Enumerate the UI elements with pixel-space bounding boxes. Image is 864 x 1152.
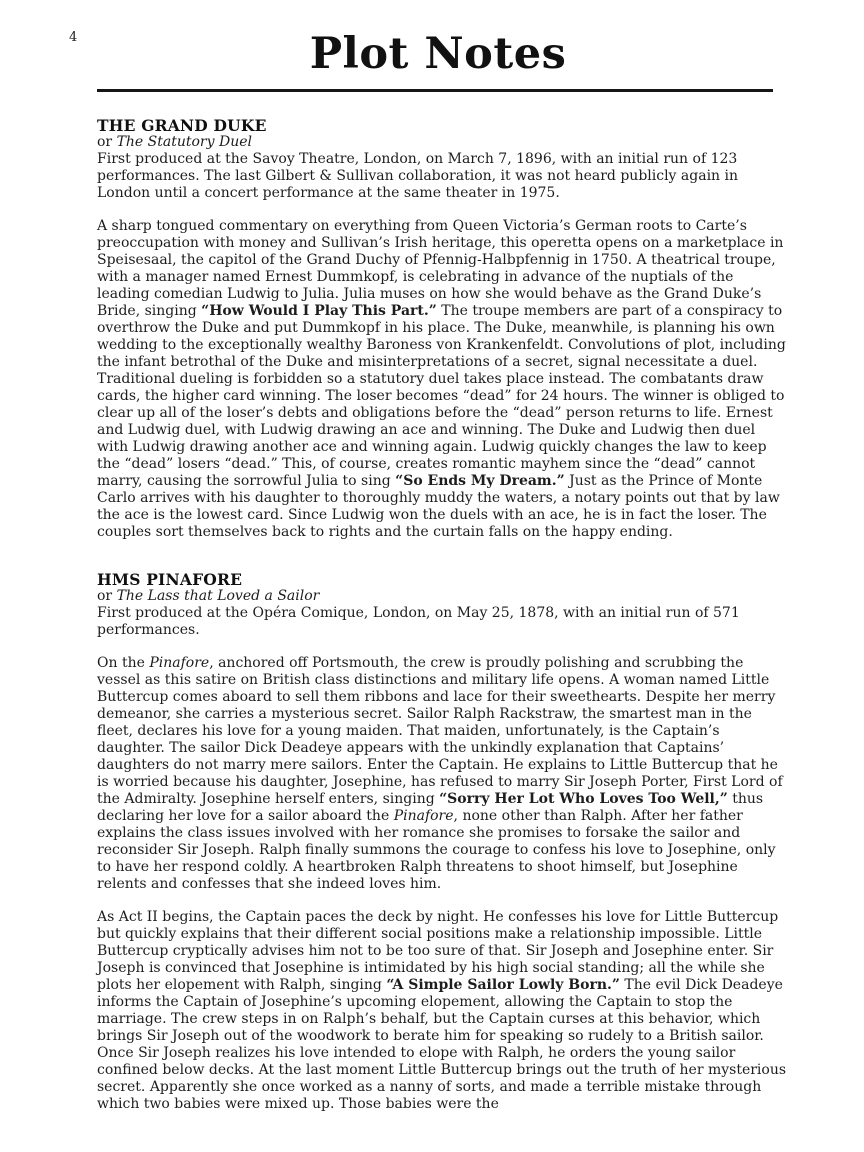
text-run: , none other than Ralph. After her father explains the class issues involved with her romance she promises to forsake the sailor and reconsider Sir Joseph. Ralph finally summons the courage to confess his love to Josephine, only to have her respond coldly. A heartbroken Ralph threatens to shoot himself, but Josephine relents and confesses that she indeed loves him. — [97, 807, 776, 892]
text-run: , anchored off Portsmouth, the crew is proudly polishing and scrubbing the vessel as this satire on British class distinctions and military life opens. A woman named Little Buttercup comes aboard to sell them ribbons and lace for their sweethearts. Despite her merry demeanor, she carries a mysterious secret. Sailor Ralph Rackstraw, the smartest man in the fleet, declares his love for a young maiden. That maiden, unfortunately, is the Captain’s daughter. The sailor Dick Deadeye appears with the unkindly explanation that Captains’ daughters do not marry mere sailors. Enter the Captain. He explains to Little Buttercup that he is worried because his daughter, Josephine, has refused to marry Sir Joseph Porter, First Lord of the Admiralty. Josephine herself enters, singing — [97, 654, 783, 807]
text-run: On the — [97, 654, 150, 671]
italic-text: The Statutory Duel — [116, 133, 252, 150]
text-run: The evil Dick Deadeye informs the Captain of Josephine’s upcoming elopement, allowing the Captain to stop the marriage. The crew steps in on Ralph’s behalf, but the Captain curses at this behavior, which brings Sir Joseph out of the woodwork to berate him for speaking so rudely to a British sailor. Once Sir Joseph realizes his love intended to elope with Ralph, he orders the young sailor confined below decks. At the last moment Little Buttercup brings out the truth of her mysterious secret. Apparently she once worked as a nanny of sorts, and made a terrible mistake through which two babies were mixed up. Those babies were the — [97, 976, 787, 1112]
text-run: As Act II begins, the Captain paces the deck by night. He confesses his love for Little Buttercup but quickly explains that their different social positions make a relationship impossible. Little Buttercup cryptically advises him not to be too sure of that. Sir Joseph and Josephine enter. Sir Joseph is convinced that Josephine is intimidated by his high social standing; all the while she plots her elopement with Ralph, singing — [97, 908, 779, 993]
italic-text: Pinafore — [149, 654, 210, 671]
section-subtitle — [97, 134, 787, 151]
italic-text: The Lass that Loved a Sailor — [116, 587, 320, 604]
section-heading: THE GRAND DUKE — [97, 115, 267, 135]
section-hms-pinafore — [97, 571, 787, 1113]
bold-text: “So Ends My Dream.” — [395, 472, 565, 489]
text-run: The troupe members are part of a conspiracy to overthrow the Duke and put Dummkopf in his place. The Duke, meanwhile, is planning his own wedding to the exceptionally wealthy Baroness von Krankenfeldt. Convolutions of plot, including the infant betrothal of the Duke and misinterpretations of a secret, signal necessitate a duel. Traditional dueling is forbidden so a statutory duel takes place instead. The combatants draw cards, the higher card winning. The loser becomes “dead” for 24 hours. The winner is obliged to clear up all of the loser’s debts and obligations before the “dead” person returns to life. Ernest and Ludwig duel, with Ludwig drawing an ace and winning. The Duke and Ludwig then duel with Ludwig drawing another ace and winning again. Ludwig quickly changes the law to keep the “dead” losers “dead.” This, of course, creates romantic mayhem since the “dead” cannot marry, causing the sorrowful Julia to sing — [97, 302, 786, 489]
section-intro-paragraph — [97, 605, 787, 639]
page-content — [97, 117, 787, 1113]
text-run: Just as the Prince of Monte Carlo arrives with his daughter to thoroughly muddy the waters, a notary points out that by law the ace is the lowest card. Since Ludwig won the duels with an ace, he is in fact the loser. The couples sort themselves back to rights and the curtain falls on the happy ending. — [97, 472, 780, 540]
section-body-paragraph — [97, 655, 787, 893]
text-run: or — [97, 133, 117, 150]
text-run: thus declaring her love for a sailor aboard the — [97, 790, 764, 824]
title-divider — [97, 89, 773, 92]
section-the-grand-duke — [97, 117, 787, 541]
text-run: or — [97, 587, 117, 604]
section-body-paragraph — [97, 909, 787, 1113]
page-number: 4 — [69, 30, 78, 45]
section-body-paragraph — [97, 218, 787, 541]
section-intro-paragraph — [97, 151, 787, 202]
section-subtitle — [97, 588, 787, 605]
page-title: Plot Notes — [309, 29, 567, 79]
bold-text: “A Simple Sailor Lowly Born.” — [386, 976, 620, 993]
bold-text: “Sorry Her Lot Who Loves Too Well,” — [439, 790, 728, 807]
bold-text: “How Would I Play This Part.” — [201, 302, 437, 319]
text-run: First produced at the Savoy Theatre, London, on March 7, 1896, with an initial run of 123 performances. The last Gilbert & Sullivan collaboration, it was not heard publicly again in London until a concert performance at the same theater in 1975. — [97, 150, 739, 201]
text-run: A sharp tongued commentary on everything from Queen Victoria’s German roots to Carte’s preoccupation with money and Sullivan’s Irish heritage, this operetta opens on a marketplace in Speisesaal, the capitol of the Grand Duchy of Pfennig-Halbpfennig in 1750. A theatrical troupe, with a manager named Ernest Dummkopf, is celebrating in advance of the nuptials of the leading comedian Ludwig to Julia. Julia muses on how she would behave as the Grand Duke’s Bride, singing — [97, 217, 784, 319]
text-run: First produced at the Opéra Comique, London, on May 25, 1878, with an initial run of 571 performances. — [97, 604, 740, 638]
section-heading: HMS PINAFORE — [97, 569, 243, 589]
italic-text: Pinafore — [393, 807, 454, 824]
